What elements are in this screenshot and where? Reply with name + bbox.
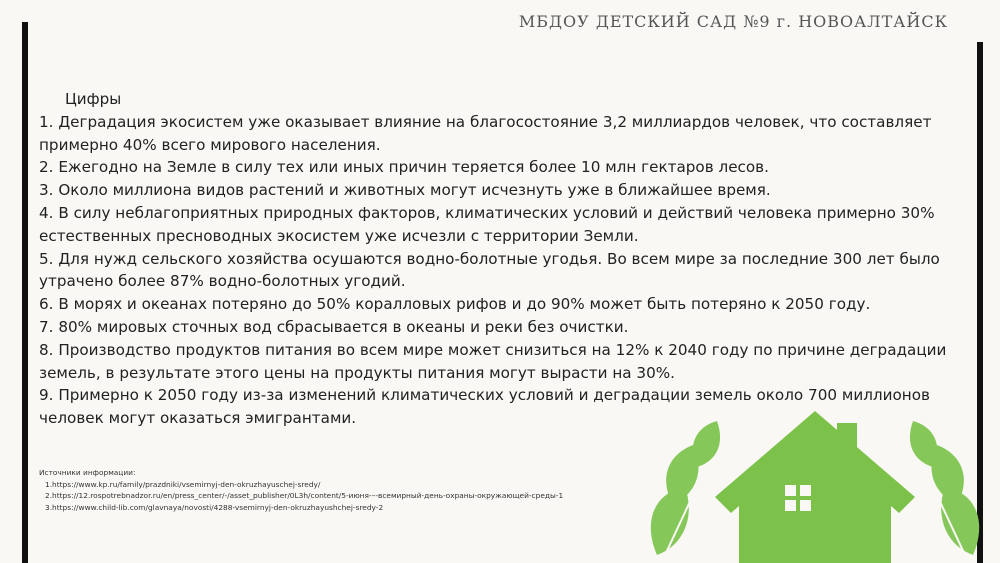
fact-item-5: 5. Для нужд сельского хозяйства осушаются водно-болотные угодья. Во всем мире за последние 300 лет было утрачено более 87% водно-болотных угодий. [39, 249, 940, 291]
source-link-2: 2.https://12.rospotrebnadzor.ru/en/press_center/-/asset_publisher/0L3h/content/5-июня-–-всемирный-день-охраны-окружающей-среды-1 [45, 491, 564, 500]
slide-text [39, 88, 979, 430]
fact-item-8: 8. Производство продуктов питания во всем мире может снизиться на 12% к 2040 году по причине деградации земель, в результате этого цены на продукты питания могут вырасти на 30%. [39, 340, 947, 382]
section-heading: Цифры [65, 90, 122, 108]
fact-item-4: 4. В силу неблагоприятных природных факторов, климатических условий и действий человека примерно 30% естественных пресноводных экосистем уже исчезли с территории Земли. [39, 203, 935, 245]
source-link-3: 3.https://www.child-lib.com/glavnaya/novosti/4288-vsemirnyj-den-okruzhayushchej-sredy-2 [45, 502, 384, 512]
fact-item-1: 1. Деградация экосистем уже оказывает влияние на благосостояние 3,2 миллиардов человек, что составляет примерно 40% всего мирового населения. [39, 112, 932, 154]
fact-item-6: 6. В морях и океанах потеряно до 50% коралловых рифов и до 90% может быть потеряно к 2050 году. [39, 295, 871, 314]
green-house-icon [645, 405, 985, 563]
leaf-icon [910, 421, 937, 467]
left-decor-bar [22, 22, 28, 563]
sources-label: Источники информации: [39, 468, 136, 477]
fact-item-7: 7. 80% мировых сточных вод сбрасывается в океаны и реки без очистки. [39, 317, 629, 336]
fact-item-9: 9. Примерно к 2050 году из-за изменений климатических условий и деградации земель около 700 миллионов человек могут оказаться эмигрантами. [39, 386, 930, 428]
leaf-icon [693, 421, 720, 467]
header-title: МБДОУ ДЕТСКИЙ САД №9 г. НОВОАЛТАЙСК [518, 12, 948, 31]
source-link-1: 1.https://www.kp.ru/family/prazdniki/vsemirnyj-den-okruzhayuschej-sredy/ [45, 479, 321, 489]
fact-item-2: 2. Ежегодно на Земле в силу тех или иных причин теряется более 10 млн гектаров лесов. [39, 158, 769, 177]
sources-block [39, 467, 659, 513]
fact-item-3: 3. Около миллиона видов растений и животных могут исчезнуть уже в ближайшее время. [39, 181, 771, 200]
